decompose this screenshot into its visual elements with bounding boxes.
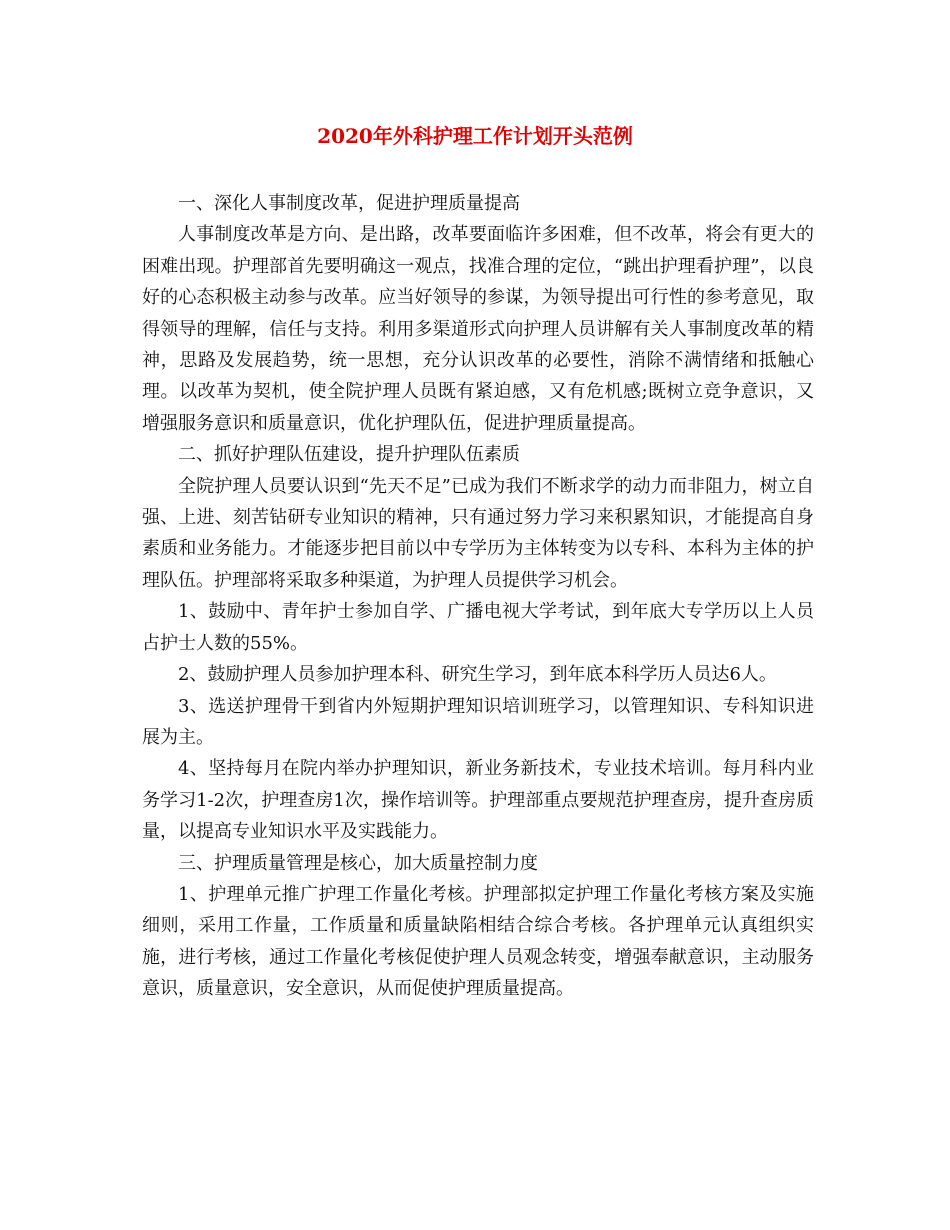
list-item-4: 4、坚持每月在院内举办护理知识，新业务新技术，专业技术培训。每月科内业务学习1-2次，护理查房1次，操作培训等。护理部重点要规范护理查房，提升查房质量，以提高专业知识水平及实践能力。 — [142, 758, 814, 843]
paragraph-personnel-reform: 人事制度改革是方向、是出路，改革要面临许多困难，但不改革，将会有更大的困难出现。护理部首先要明确这一观点，找准合理的定位，“跳出护理看护理”，以良好的心态积极主动参与改革。应当好领导的参谋，为领导提出可行性的参考意见，取得领导的理解，信任与支持。利用多渠道形式向护理人员讲解有关人事制度改革的精神，思路及发展趋势，统一思想，充分认识改革的必要性，消除不满情绪和抵触心理。以改革为契机，使全院护理人员既有紧迫感，又有危机感;既树立竞争意识，又增强服务意识和质量意识，优化护理队伍，促进护理质量提高。 — [142, 224, 814, 434]
paragraph-team-building: 全院护理人员要认识到“先天不足”已成为我们不断求学的动力而非阻力，树立自强、上进、刻苦钻研专业知识的精神，只有通过努力学习来积累知识，才能提高自身素质和业务能力。才能逐步把目前以中专学历为主体转变为以专科、本科为主体的护理队伍。护理部将采取多种渠道，为护理人员提供学习机会。 — [142, 475, 814, 591]
section-heading-2: 二、抓好护理队伍建设，提升护理队伍素质 — [178, 444, 520, 466]
section-heading-3: 三、护理质量管理是核心，加大质量控制力度 — [178, 852, 538, 874]
list-item-quality-1: 1、护理单元推广护理工作量化考核。护理部拟定护理工作量化考核方案及实施细则，采用工作量，工作质量和质量缺陷相结合综合考核。各护理单元认真组织实施，进行考核，通过工作量化考核促使护理人员观念转变，增强奉献意识，主动服务意识，质量意识，安全意识，从而促使护理质量提高。 — [142, 883, 814, 1000]
list-item-3: 3、选送护理骨干到省内外短期护理知识培训班学习，以管理知识、专科知识进展为主。 — [142, 695, 814, 748]
document-title: 2020年外科护理工作计划开头范例 — [317, 124, 633, 148]
document-body — [142, 188, 814, 1005]
list-item-2: 2、鼓励护理人员参加护理本科、研究生学习，到年底本科学历人员达6人。 — [178, 664, 777, 686]
list-item-1: 1、鼓励中、青年护士参加自学、广播电视大学考试，到年底大专学历以上人员占护士人数的55%。 — [142, 601, 814, 654]
section-heading-1: 一、深化人事制度改革，促进护理质量提高 — [178, 193, 520, 214]
